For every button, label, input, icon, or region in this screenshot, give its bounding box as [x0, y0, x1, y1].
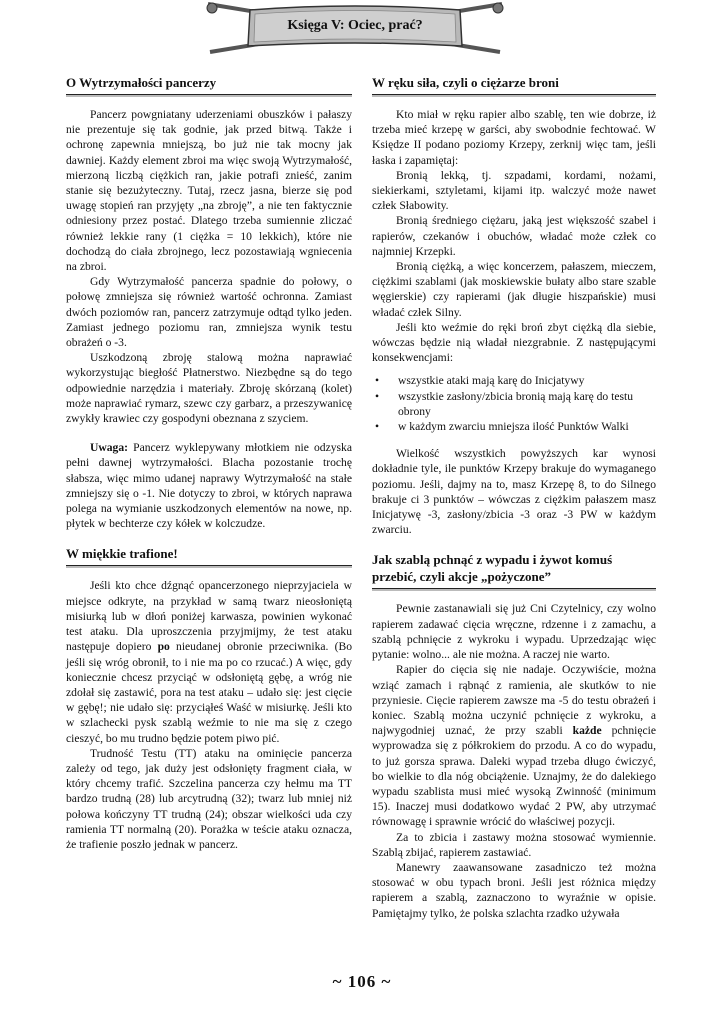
- section-heading: O Wytrzymałości pancerzy: [66, 74, 352, 95]
- section-heading: Jak szablą pchnąć z wypadu i żywot komuś przebić, czyli akcje „pożyczone”: [372, 551, 656, 589]
- paragraph: Jeśli kto weźmie do ręki broń zbyt ciężką dla siebie, wówczas będzie nią władał niezgrabnie. Z następującymi konsekwencjami:: [372, 320, 656, 365]
- emphasis: po: [157, 640, 170, 654]
- paragraph: Uszkodzoną zbroję stalową można naprawiać wykorzystując biegłość Płatnerstwo. Niezbędne są do tego odpowiednie narzędzia i materiały. Zbroję skórzaną (kolet) może naprawiać rymarz, szewc czy garbarz, a przeszywanicę zwykły krawiec czy gospodyni obeznana z szyciem.: [66, 351, 352, 426]
- paragraph: Pewnie zastanawiali się już Cni Czytelnicy, czy wolno rapierem zadawać cięcia wręczne, rdzenne i z zamachu, a szablą pchnięcie z wykroku i wypadu. Uprzedzając więc pytanie: wolno... ale nie można. A raczej nie warto.: [372, 602, 656, 662]
- note-label: Uwaga:: [90, 441, 128, 455]
- emphasis: każde: [572, 724, 602, 738]
- right-column: [372, 74, 656, 921]
- page-number: ~ 106 ~: [332, 972, 392, 991]
- note-text: Pancerz wyklepywany młotkiem nie odzyska pełni dawnej wytrzymałości. Blacha pozostanie trochę słabsza, więc mimo udanej naprawy Wytrzymałość na stałe zmniejszy się o -1. Nie dotyczy to zbroi, w których naprawa polega na wymianie uszkodzonych elementów na nowe, np. płytek w bechterze czy kółek w kolczudze.: [66, 441, 352, 531]
- bullet-icon: •: [375, 420, 380, 434]
- list-item: [372, 419, 656, 434]
- bullet-list: [372, 373, 656, 434]
- paragraph: Za to zbicia i zastawy można stosować wymiennie. Szablą zbijać, rapierem zastawiać.: [372, 830, 656, 859]
- left-column: [66, 74, 352, 852]
- list-item-text: wszystkie ataki mają karę do Inicjatywy: [398, 374, 585, 388]
- paragraph: Manewry zaawansowane zasadniczo też można stosować w obu typach broni. Jeśli jest różnica między rapierem a szablą, zaznaczono to wyraźnie w opisie. Pamiętajmy tylko, że polska szlachta rzadko używała: [372, 860, 656, 920]
- paragraph-text: nieudanej obronie przeciwnika. (Bo jeśli się wróg obronił, to i nie ma po co rzucać.) A więc, gdy koniecznie chcesz przyciąć w odsłoniętą gębę, a wróg nie zdołał się zastawić, pora na test ataku – udało się: jest cięcie w gębę!; nie udało się: przyciąłeś Waść w misiurkę. Jeśli kto w szlachecki pysk szablą weźmie to nie ma się z czego cieszyć, bo mu trudno będzie potem piwo pić.: [66, 640, 352, 745]
- list-item-text: w każdym zwarciu mniejsza ilość Punktów Walki: [398, 420, 629, 434]
- paragraph: Bronią średniego ciężaru, jaką jest większość szabel i rapierów, czekanów i obuchów, władać może człek co najmniej Krzepki.: [372, 214, 656, 258]
- section-heading: W ręku siła, czyli o ciężarze broni: [372, 74, 656, 95]
- paragraph: Kto miał w ręku rapier albo szablę, ten wie dobrze, iż trzeba mieć krzepę w garści, aby swobodnie fechtować. W Księdze II podano poziomy Krzepy, zerknij więc tam, jeśli łaska i zapamiętaj:: [372, 108, 656, 167]
- paragraph-text: Jeśli kto chce dźgnąć opancerzonego nieprzyjaciela w miejsce odkryte, na przykład w samą twarz nieosłoniętą misiurką lub w dłoń poniżej karwasza, powinien wykonać test ataku. Dla uproszczenia przyjmijmy, że test ataku następuje dopiero: [66, 579, 352, 654]
- list-item: [372, 389, 656, 419]
- paragraph: Bronią ciężką, a więc koncerzem, pałaszem, mieczem, ciężkimi szablami (jak moskiewskie bułaty albo stare szable węgierskie) czy rapierami (jak długie hiszpańskie) musi władać człek Silny.: [372, 260, 656, 319]
- section-heading: W miękkie trafione!: [66, 545, 352, 566]
- paragraph: Wielkość wszystkich powyższych kar wynosi dokładnie tyle, ile punktów Krzepy brakuje do wymaganego poziomu. Jeśli, dajmy na to, masz Krzepę 8, to do Silnego brakuje ci 3 punktów – wówczas z ciężkim pałaszem masz Inicjatywę -3, zasłony/zbicia -3 oraz -3 PW w każdym zwarciu.: [372, 447, 656, 537]
- paragraph: Bronią lekką, tj. szpadami, kordami, nożami, siekierkami, sztyletami, kijami itp. walczyć może nawet człek Słabowity.: [372, 168, 656, 213]
- paragraph: Trudność Testu (TT) ataku na ominięcie pancerza zależy od tego, jak duży jest odsłonięty fragment ciała, w który chcemy trafić. Szczelina pancerza czy hełmu ma TT bardzo trudną (28) lub arcytrudną (32); twarz lub mniej niż połowa kończyny TT trudną (24); obszar wielkości uda czy ramienia TT normalną (20). Porażka w teście ataku oznacza, że trafienie poszło jednak w pancerz.: [66, 746, 352, 851]
- chapter-title: Księga V: Ociec, prać?: [287, 18, 423, 33]
- bullet-icon: •: [375, 374, 380, 388]
- bullet-icon: •: [375, 389, 380, 403]
- note-paragraph: [66, 440, 352, 531]
- paragraph: [66, 578, 352, 745]
- list-item-text: wszystkie zasłony/zbicia bronią mają karę do testu obrony: [398, 389, 634, 418]
- paragraph-text: Rapier do cięcia się nie nadaje. Oczywiście, można wziąć zamach i rąbnąć z ramienia, ale skutków to nie przyniesie. Cięcie rapierem zawsze ma -5 do testu obrażeń i koniec. Szablą można uczynić pchnięcie z wykroku, a najwygodniej uznać, że przy szabli: [372, 663, 656, 738]
- list-item: [372, 373, 656, 388]
- paragraph: Gdy Wytrzymałość pancerza spadnie do połowy, o połowę zmniejsza się również wartość ochronna. Zamiast dwóch poziomów ran, pancerz zatrzymuje odtąd tylko jeden. Zamiast jednego poziomu ran, zmniejsza wynik testu obrażeń o -3.: [66, 275, 352, 350]
- paragraph: Pancerz powgniatany uderzeniami obuszków i pałaszy nie prezentuje się tak godnie, jak przed bitwą. Także i ochronę zapewnia mniejszą, bo już nie tak mocny jak dawniej. Każdy element zbroi ma więc swoją Wytrzymałość, mierzoną liczbą ciężkich ran, jakie potrafi znieść, zanim stanie się bezużyteczny. Tutaj, rzecz jasna, bierze się pod uwagę stopień ran przyjęty „na zbroję”, a nie ten faktycznie odniesiony przez postać. Dlatego trzeba sumiennie zliczać również lekkie rany (1 ciężka = 10 lekkich), które nie dochodzą do ciała zbrojnego, lecz pozostawiają wgniecenia na zbroi.: [66, 108, 352, 274]
- paragraph: [372, 662, 656, 829]
- paragraph-text: pchnięcie wyprowadza się z półkrokiem do przodu. A co do wypadu, to już gorsza sprawa. Daleki wypad trzeba długo ćwiczyć, bo wielkie to dla nóg obciążenie. Uznajmy, że do dalekiego wypadu szablista musi mieć wysoką Zwinność (minimum 15). Inaczej musi dodatkowo wydać 2 PW, aby utrzymać równowagę i sprawnie wrócić do właściwej pozycji.: [372, 724, 656, 829]
